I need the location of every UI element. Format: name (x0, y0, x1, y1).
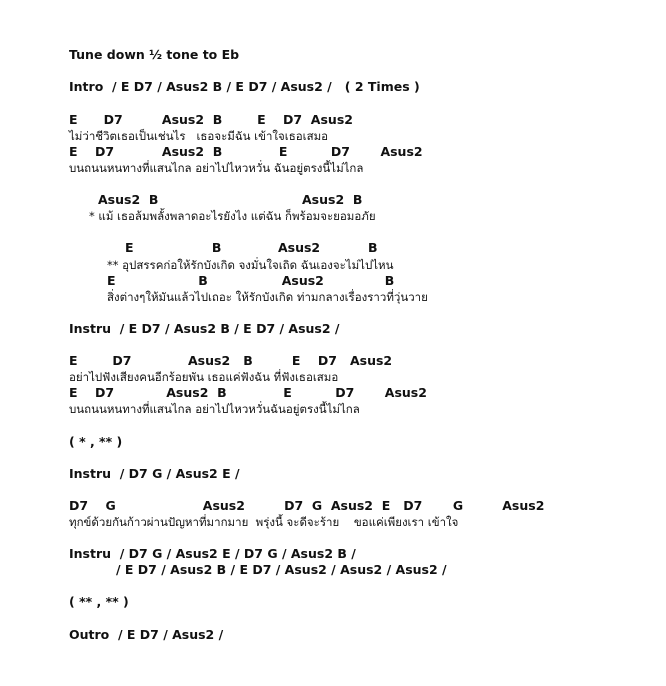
lyric-line: ทุกข์ด้วยกันก้าวผ่านปัญหาที่มากมาย พรุ่งนี้ จะดีจะร้าย ขอแค่เพียงเรา เข้าใจ (69, 515, 459, 529)
lyric-line: ไม่ว่าชีวิตเธอเป็นเช่นไร เธอจะมีฉัน เข้าใจเธอเสมอ (69, 129, 329, 143)
repeat-marker: ( ** , ** ) (69, 594, 129, 609)
chord-line: Asus2 B Asus2 B (98, 192, 363, 207)
chord-line: E B Asus2 B (107, 273, 395, 288)
repeat-marker: ( * , ** ) (69, 434, 123, 449)
chord-line: E D7 Asus2 B E D7 Asus2 (69, 144, 423, 159)
chord-line: E D7 Asus2 B E D7 Asus2 (69, 112, 353, 127)
intro-line: Intro / E D7 / Asus2 B / E D7 / Asus2 / ( 2 Times ) (69, 79, 420, 94)
tuning-note: Tune down ½ tone to Eb (69, 47, 240, 62)
chord-line: D7 G Asus2 D7 G Asus2 E D7 G Asus2 (69, 498, 545, 513)
instrumental-line: / E D7 / Asus2 B / E D7 / Asus2 / Asus2 / Asus2 / (116, 562, 447, 577)
lyric-line: อย่าไปฟังเสียงคนอีกร้อยพัน เธอแค่ฟังฉัน ที่ฟังเธอเสมอ (69, 370, 339, 384)
lyric-line: * แม้ เธอล้มพลั้งพลาดอะไรยังไง แต่ฉัน ก็พร้อมจะยอมอภัย (89, 209, 376, 223)
outro-line: Outro / E D7 / Asus2 / (69, 627, 224, 642)
lyric-line: บนถนนหนทางที่แสนไกล อย่าไปไหวหวั่นฉันอยู่ตรงนี้ไม่ไกล (69, 402, 360, 416)
lyric-line: ** อุปสรรคก่อให้รักบังเกิด จงมั่นใจเถิด ฉันเองจะไม่ไปไหน (107, 258, 394, 272)
instrumental-line: Instru / D7 G / Asus2 E / D7 G / Asus2 B / (69, 546, 356, 561)
instrumental-line: Instru / D7 G / Asus2 E / (69, 466, 240, 481)
instrumental-line: Instru / E D7 / Asus2 B / E D7 / Asus2 / (69, 321, 340, 336)
lyric-line: บนถนนหนทางที่แสนไกล อย่าไปไหวหวั่น ฉันอยู่ตรงนี้ไม่ไกล (69, 161, 364, 175)
chord-line: E B Asus2 B (125, 240, 378, 255)
chord-line: E D7 Asus2 B E D7 Asus2 (69, 385, 427, 400)
chord-line: E D7 Asus2 B E D7 Asus2 (69, 353, 393, 368)
lyric-line: สิ่งต่างๆให้มันแล้วไปเถอะ ให้รักบังเกิด ท่ามกลางเรื่องราวที่วุ่นวาย (107, 290, 428, 304)
